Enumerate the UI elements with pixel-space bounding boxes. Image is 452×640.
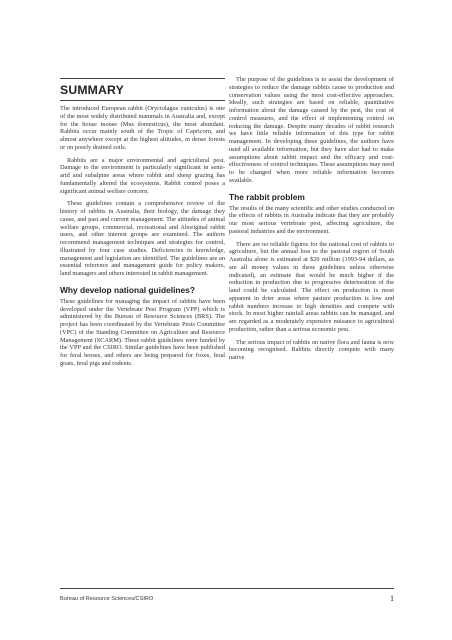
summary-paragraph: Rabbits are a major environmental and agricultural pest. Damage to the environment is particularly significant in semi-arid and subalpine areas where rabbit and sheep grazing has fundamentally altered the ecosystems. Rabbit control poses a significant animal welfare concern. (60, 156, 225, 195)
section-heading-rabbit-problem: The rabbit problem (229, 191, 305, 202)
page-number: 1 (390, 594, 394, 603)
summary-paragraph: The serious impact of rabbits on native flora and fauna is now becoming recognised. Rabbits directly compete with many native (229, 338, 394, 361)
summary-paragraph: These guidelines for managing the impact of rabbits have been developed under the Vertebrate Pest Program (VPP) which is administered by the Bureau of Resource Sciences (BRS). The project has been coordinated by the Vertebrate Pests Committee (VPC) of the Standing Committee on Agriculture and Resource Management (SCARM). These rabbit guidelines were funded by the VPP and the CSIRO. Similar guidelines have been published for feral horses, and others are being prepared for foxes, feral goats, feral pigs and rodents. (60, 297, 225, 367)
summary-paragraph: The introduced European rabbit (Oryctolagus cuniculus) is one of the most widely distributed mammals in Australia and, except for the house mouse (Mus domesticus), the most abundant. Rabbits occur mainly south of the Tropic of Capricorn, and almost anywhere except at the highest altitudes, in dense forests or on poorly drained soils. (60, 105, 225, 151)
left-column (60, 78, 225, 373)
summary-paragraph: There are no reliable figures for the national cost of rabbits to agriculture, but the annual loss to the pastoral region of South Australia alone is estimated at $20 million (1993-94 dollars, as are all money values in these guidelines unless otherwise indicated), an estimate that would be much higher if the reduction in production due to progressive deterioration of the land could be calculated. The effect on production is most apparent in drier areas where pasture production is low and rabbit numbers increase to high densities and compete with stock. In most higher rainfall areas rabbits can be managed, and are regarded as a moderately expensive nuisance to agricultural production, rather than a serious economic pest. (229, 240, 394, 333)
footer-rule (60, 588, 394, 589)
section-heading-why: Why develop national guidelines? (60, 284, 195, 295)
summary-paragraph: The purpose of the guidelines is to assist the development of strategies to reduce the damage rabbits cause to production and conservation values using the most cost-effective approaches. Ideally, such strategies are based on reliable, quantitative information about the damage caused by the pest, the cost of control measures, and the effect of implementing control on reducing the damage. Despite many decades of rabbit research we have little reliable information of this type for rabbit management. In developing these guidelines, the authors have used all available information, but they have also had to make assumptions about rabbit impact and the efficacy and cost-effectiveness of control techniques. These assumptions may need to be changed when more reliable information becomes available. (229, 76, 394, 184)
footer-publisher: Bureau of Resource Sciences/CSIRO (60, 596, 154, 602)
section-rule (60, 100, 225, 101)
summary-paragraph: The results of the many scientific and other studies conducted on the effects of rabbits in Australia indicate that they are probably our most serious vertebrate pest, affecting agriculture, the pastoral industries and the environment. (229, 204, 394, 235)
summary-heading: SUMMARY (60, 83, 124, 97)
section-rule (60, 78, 225, 79)
summary-paragraph: These guidelines contain a comprehensive review of the history of rabbits in Australia, their biology, the damage they cause, and past and current management. The attitudes of animal welfare groups, commercial, recreational and Aboriginal rabbit users, and other interest groups are examined. The authors recommend management techniques and strategies for control, illustrated by four case studies. Deficiencies in knowledge, management and legislation are identified. The guidelines are an essential reference and management guide for policy makers, land managers and others interested in rabbit management. (60, 200, 225, 277)
right-column (229, 76, 394, 367)
